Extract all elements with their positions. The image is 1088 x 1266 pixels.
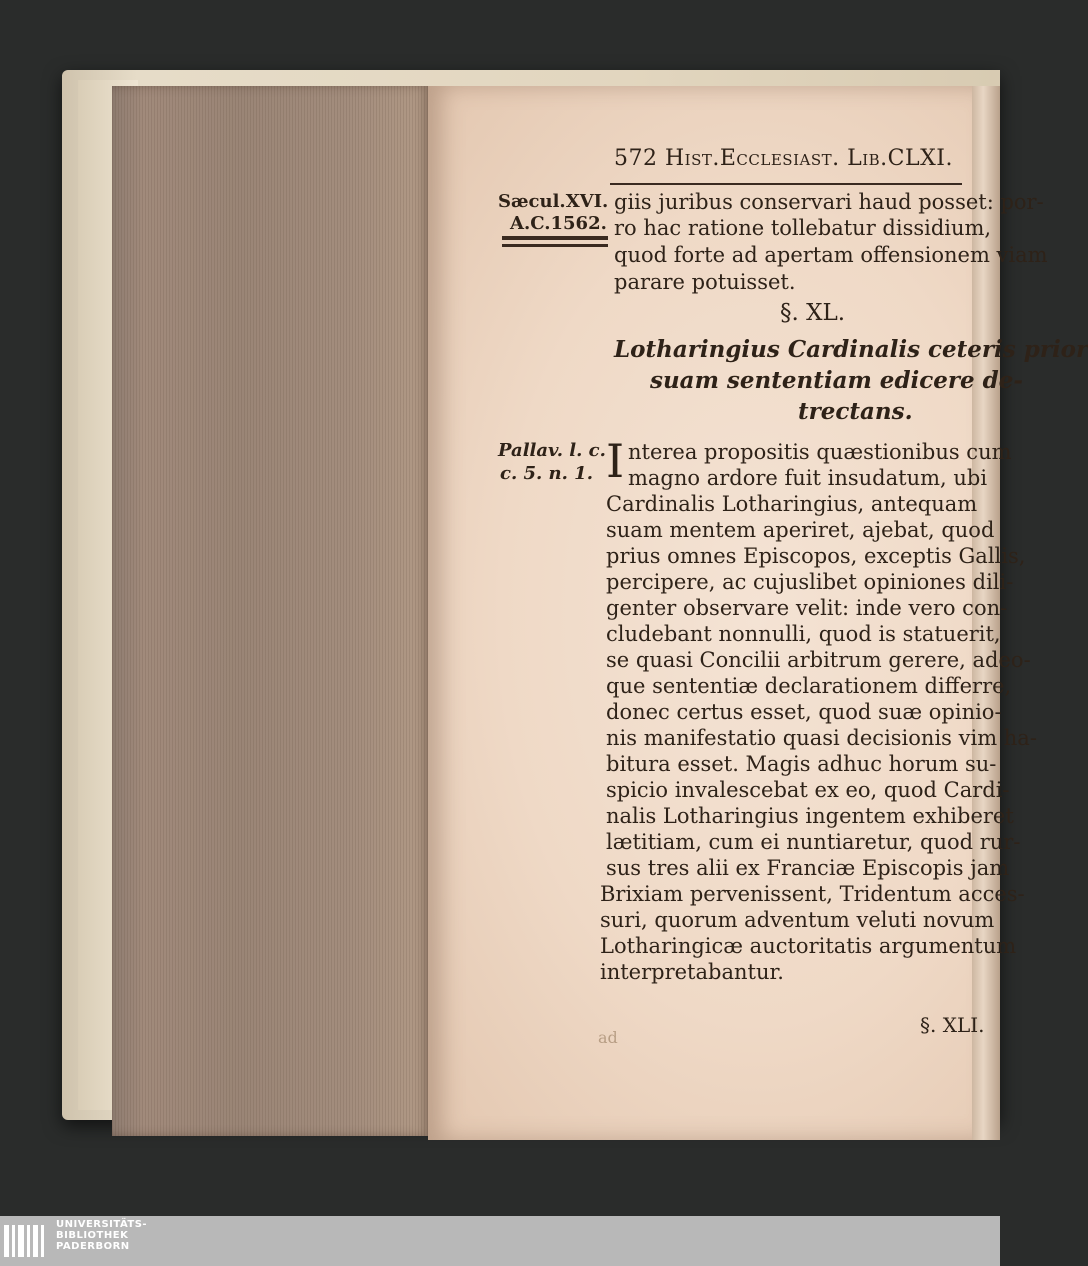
header-rule bbox=[610, 183, 962, 185]
paragraph2-line: lætitiam, cum ei nuntiaretur, quod rur- bbox=[606, 830, 1021, 854]
paragraph2-line: Lotharingicæ auctoritatis argumentum bbox=[600, 934, 1017, 958]
paragraph2-line: Cardinalis Lotharingius, antequam bbox=[606, 492, 978, 516]
library-name-line3: PADERBORN bbox=[56, 1241, 130, 1252]
paragraph2-line: que sententiæ declarationem differre, bbox=[606, 674, 1012, 698]
paragraph1-line: ro hac ratione tollebatur dissidium, bbox=[614, 216, 992, 240]
paragraph2-line: nalis Lotharingius ingentem exhiberet bbox=[606, 804, 1014, 828]
paragraph2-line: donec certus esset, quod suæ opinio- bbox=[606, 700, 1002, 724]
margin-note-pallav: Pallav. l. c. bbox=[498, 440, 606, 461]
folio-mark: ad bbox=[598, 1028, 618, 1047]
paragraph2-line: Brixiam pervenissent, Tridentum acces- bbox=[600, 882, 1025, 906]
paragraph2-line: nis manifestatio quasi decisionis vim ha- bbox=[606, 726, 1037, 750]
catchword: §. XLI. bbox=[920, 1013, 985, 1037]
library-name-line2: BIBLIOTHEK bbox=[56, 1230, 129, 1241]
paragraph2-line: sus tres alii ex Franciæ Episcopis jam bbox=[606, 856, 1010, 880]
paragraph2-line: spicio invalescebat ex eo, quod Cardi- bbox=[606, 778, 1010, 802]
paragraph2-line: genter observare velit: inde vero con- bbox=[606, 596, 1008, 620]
margin-rule bbox=[502, 236, 608, 240]
paragraph2-line: bitura esset. Magis adhuc horum su- bbox=[606, 752, 997, 776]
paragraph1-line: parare potuisset. bbox=[614, 270, 796, 294]
margin-note-saeculum: Sæcul.XVI. bbox=[498, 191, 609, 212]
margin-note-anno: A.C.1562. bbox=[510, 213, 607, 234]
library-name-line1: UNIVERSITÄTS- bbox=[56, 1219, 148, 1230]
margin-note-pallav-ref: c. 5. n. 1. bbox=[500, 463, 593, 484]
paragraph2-line: magno ardore fuit insudatum, ubi bbox=[628, 466, 988, 490]
section-title-line2: suam sententiam edicere de- bbox=[650, 367, 1023, 394]
paragraph2-line: cludebant nonnulli, quod is statuerit, bbox=[606, 622, 1001, 646]
library-footer bbox=[0, 1216, 1000, 1266]
section-number: §. XL. bbox=[780, 300, 846, 326]
margin-rule-second bbox=[502, 244, 608, 247]
section-title-line3: trectans. bbox=[798, 398, 913, 425]
paragraph2-line: suam mentem aperiret, ajebat, quod bbox=[606, 518, 995, 542]
running-header: 572 Hist.Ecclesiast. Lib.CLXI. bbox=[614, 146, 953, 171]
paragraph2-line: suri, quorum adventum veluti novum bbox=[600, 908, 995, 932]
paragraph2-line: prius omnes Episcopos, exceptis Gallis, bbox=[606, 544, 1026, 568]
paragraph2-line: nterea propositis quæstionibus cum bbox=[628, 440, 1012, 464]
page-block-edges bbox=[112, 86, 430, 1136]
paragraph1-line: giis juribus conservari haud posset: por- bbox=[614, 190, 1044, 214]
paragraph2-line: percipere, ac cujuslibet opiniones dili- bbox=[606, 570, 1014, 594]
paragraph1-line: quod forte ad apertam offensionem viam bbox=[614, 243, 1048, 267]
drop-cap: I bbox=[606, 434, 625, 488]
paragraph2-line: interpretabantur. bbox=[600, 960, 784, 984]
library-logo-icon bbox=[4, 1225, 50, 1257]
paragraph2-line: se quasi Concilii arbitrum gerere, adeo- bbox=[606, 648, 1031, 672]
section-title-line1: Lotharingius Cardinalis ceteris prior bbox=[614, 336, 1088, 363]
